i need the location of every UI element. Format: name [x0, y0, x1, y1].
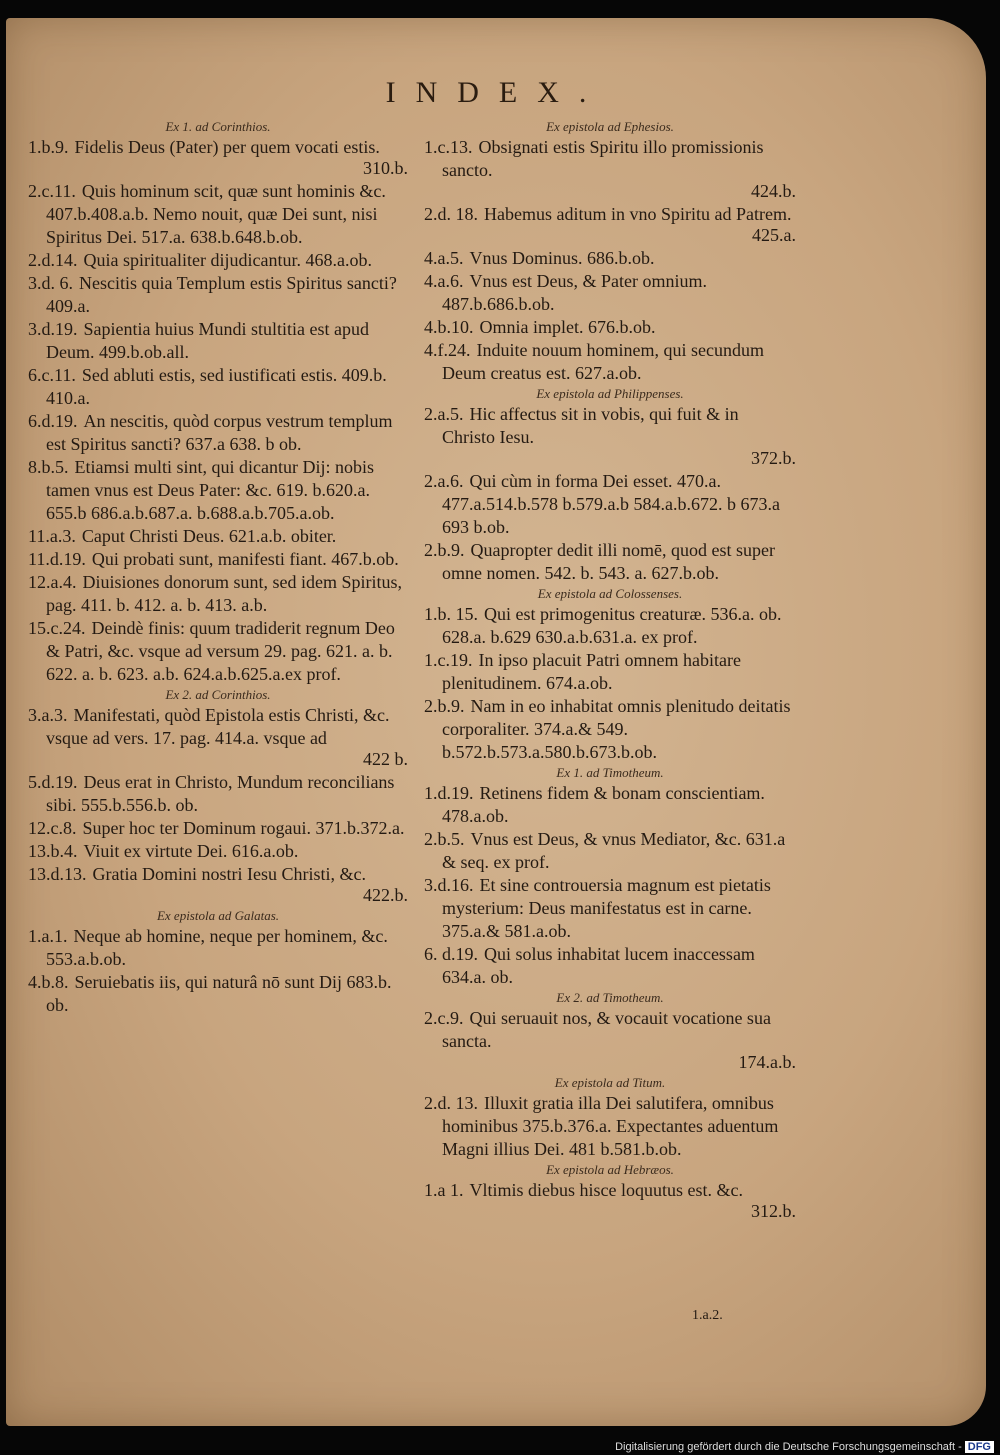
entry-reference: 3.d. 6. [28, 273, 73, 293]
section-heading: Ex epistola ad Colossenses. [537, 586, 683, 601]
index-entry [424, 943, 796, 989]
entry-reference: 4.b.10. [424, 317, 474, 337]
entry-reference: 2.c.9. [424, 1008, 464, 1028]
entry-text: Nescitis quia Templum estis Spiritus sancti? 409.a. [46, 273, 397, 316]
index-entry [424, 828, 796, 874]
index-entry [424, 1007, 796, 1074]
entry-text: Qui seruauit nos, & vocauit vocatione sua sancta. [442, 1008, 771, 1051]
section-heading: Ex 1. ad Timotheum. [556, 765, 664, 780]
entry-text: Vnus est Deus, & vnus Mediator, &c. 631.a & seq. ex prof. [442, 829, 786, 872]
section-heading: Ex epistola ad Hebræos. [546, 1162, 674, 1177]
entry-text: Seruiebatis iis, qui naturâ nō sunt Dij 683.b. ob. [46, 972, 392, 1015]
index-entry [28, 249, 408, 272]
entry-text: Qui solus inhabitat lucem inaccessam 634.a. ob. [442, 944, 755, 987]
index-entry [424, 1092, 796, 1161]
entry-text: An nescitis, quòd corpus vestrum templum est Spiritus sancti? 637.a 638. b ob. [46, 411, 393, 454]
entry-text: Vltimis diebus hisce loquutus est. &c. [469, 1180, 743, 1200]
index-entry [424, 470, 796, 539]
entry-text: Qui cùm in forma Dei esset. 470.a. 477.a.514.b.578 b.579.a.b 584.a.b.672. b 673.a 693 b.ob. [442, 471, 780, 537]
entry-reference: 2.b.9. [424, 540, 465, 560]
entry-text: Super hoc ter Dominum rogaui. 371.b.372.a. [82, 818, 405, 838]
section-heading: Ex epistola ad Titum. [554, 1075, 666, 1090]
entry-reference: 4.b.8. [28, 972, 69, 992]
entry-text: Manifestati, quòd Epistola estis Christi, &c. vsque ad vers. 17. pag. 414.a. vsque ad [46, 705, 390, 748]
entry-reference: 1.d.19. [424, 783, 474, 803]
book-page [6, 18, 986, 1426]
index-entry [424, 403, 796, 470]
entry-text: Caput Christi Deus. 621.a.b. obiter. [81, 526, 337, 546]
entry-page: 422.b. [363, 885, 408, 905]
page-title: INDEX. [385, 76, 607, 109]
dfg-logo: DFG [965, 1441, 994, 1453]
entry-text: In ipso placuit Patri omnem habitare plenitudinem. 674.a.ob. [442, 650, 741, 693]
index-column-right [424, 118, 796, 1223]
entry-page: 174.a.b. [738, 1052, 796, 1072]
entry-text: Diuisiones donorum sunt, sed idem Spiritus, pag. 411. b. 412. a. b. 413. a.b. [46, 572, 402, 615]
index-entry [424, 874, 796, 943]
entry-text: Sapientia huius Mundi stultitia est apud Deum. 499.b.ob.all. [46, 319, 369, 362]
index-entry [424, 782, 796, 828]
index-entry [28, 840, 408, 863]
entry-reference: 4.f.24. [424, 340, 471, 360]
index-entry [28, 863, 408, 907]
section-heading: Ex 2. ad Timotheum. [556, 990, 664, 1005]
index-entry [424, 1179, 796, 1223]
entry-reference: 2.a.5. [424, 404, 464, 424]
catchword: 1.a.2. [692, 1308, 723, 1323]
section-heading: Ex epistola ad Philippenses. [536, 386, 684, 401]
entry-page: 312.b. [751, 1201, 796, 1221]
entry-reference: 1.b.9. [28, 137, 69, 157]
entry-text: Quis hominum scit, quæ sunt hominis &c. 407.b.408.a.b. Nemo nouit, quæ Dei sunt, nisi Spiritus Dei. 517.a. 638.b.648.b.ob. [46, 181, 386, 247]
entry-text: Obsignati estis Spiritu illo promissionis sancto. [442, 137, 764, 180]
section-heading: Ex epistola ad Galatas. [156, 908, 280, 923]
entry-reference: 3.a.3. [28, 705, 68, 725]
entry-text: Habemus aditum in vno Spiritu ad Patrem. [484, 204, 792, 224]
entry-reference: 1.c.19. [424, 650, 473, 670]
entry-reference: 13.d.13. [28, 864, 87, 884]
entry-reference: 1.b. 15. [424, 604, 478, 624]
entry-reference: 6.d.19. [28, 411, 78, 431]
entry-reference: 8.b.5. [28, 457, 69, 477]
index-entry [424, 247, 796, 270]
credit-text: Digitalisierung gefördert durch die Deutsche Forschungsgemeinschaft - [615, 1441, 962, 1453]
entry-reference: 2.c.11. [28, 181, 76, 201]
entry-text: Gratia Domini nostri Iesu Christi, &c. [92, 864, 366, 884]
entry-reference: 2.d.14. [28, 250, 78, 270]
index-entry [424, 539, 796, 585]
index-entry [28, 571, 408, 617]
entry-reference: 1.c.13. [424, 137, 473, 157]
entry-text: Qui probati sunt, manifesti fiant. 467.b.ob. [91, 549, 399, 569]
entry-text: Induite nouum hominem, qui secundum Deum creatus est. 627.a.ob. [442, 340, 764, 383]
index-entry [28, 136, 408, 180]
index-entry [28, 925, 408, 971]
section-heading: Ex 1. ad Corinthios. [165, 119, 271, 134]
entry-reference: 2.d. 13. [424, 1093, 478, 1113]
entry-text: Retinens fidem & bonam conscientiam. 478.a.ob. [442, 783, 765, 826]
entry-reference: 2.d. 18. [424, 204, 478, 224]
entry-reference: 13.b.4. [28, 841, 78, 861]
entry-text: Deus erat in Christo, Mundum reconcilians sibi. 555.b.556.b. ob. [46, 772, 395, 815]
section-heading: Ex 2. ad Corinthios. [165, 687, 271, 702]
entry-reference: 11.a.3. [28, 526, 76, 546]
entry-reference: 12.a.4. [28, 572, 77, 592]
entry-text: Etiamsi multi sint, qui dicantur Dij: nobis tamen vnus est Deus Pater: &c. 619. b.620.a. 655.b 686.a.b.687.a. b.688.a.b.705.a.ob. [46, 457, 374, 523]
entry-page: 372.b. [751, 448, 796, 468]
index-entry [424, 270, 796, 316]
entry-reference: 4.a.5. [424, 248, 464, 268]
entry-text: Viuit ex virtute Dei. 616.a.ob. [83, 841, 299, 861]
entry-reference: 12.c.8. [28, 818, 77, 838]
index-entry [28, 971, 408, 1017]
section-heading: Ex epistola ad Ephesios. [546, 119, 674, 134]
entry-text: Fidelis Deus (Pater) per quem vocati estis. [74, 137, 380, 157]
index-entry [28, 180, 408, 249]
entry-reference: 6. d.19. [424, 944, 478, 964]
index-entry [28, 617, 408, 686]
entry-text: Deindè finis: quum tradiderit regnum Deo & Patri, &c. vsque ad versum 29. pag. 621. a. b. 622. a. b. 623. a.b. 624.a.b.625.a.ex prof. [46, 618, 395, 684]
entry-text: Illuxit gratia illa Dei salutifera, omnibus hominibus 375.b.376.a. Expectantes aduentum Magni illius Dei. 481 b.581.b.ob. [442, 1093, 779, 1159]
entry-reference: 15.c.24. [28, 618, 86, 638]
entry-text: Nam in eo inhabitat omnis plenitudo deitatis corporaliter. 374.a.& 549. b.572.b.573.a.580.b.673.b.ob. [442, 696, 791, 762]
index-entry [28, 318, 408, 364]
entry-reference: 6.c.11. [28, 365, 76, 385]
entry-reference: 1.a 1. [424, 1180, 464, 1200]
entry-text: Qui est primogenitus creaturæ. 536.a. ob. 628.a. b.629 630.a.b.631.a. ex prof. [442, 604, 782, 647]
entry-reference: 2.a.6. [424, 471, 464, 491]
index-entry [28, 704, 408, 771]
entry-reference: 11.d.19. [28, 549, 86, 569]
index-entry [424, 339, 796, 385]
index-entry [424, 649, 796, 695]
entry-text: Quia spiritualiter dijudicantur. 468.a.ob. [83, 250, 372, 270]
index-entry [424, 136, 796, 203]
index-entry [28, 525, 408, 548]
entry-text: Neque ab homine, neque per hominem, &c. 553.a.b.ob. [46, 926, 388, 969]
index-entry [424, 603, 796, 649]
index-entry [28, 272, 408, 318]
index-entry [28, 456, 408, 525]
digitization-credit [615, 1441, 994, 1453]
entry-text: Quapropter dedit illi nomē, quod est super omne nomen. 542. b. 543. a. 627.b.ob. [442, 540, 775, 583]
entry-text: Vnus Dominus. 686.b.ob. [469, 248, 655, 268]
index-entry [28, 364, 408, 410]
index-column-left [28, 118, 408, 1017]
index-entry [28, 548, 408, 571]
entry-page: 422 b. [363, 749, 408, 769]
entry-reference: 2.b.9. [424, 696, 465, 716]
entry-text: Sed abluti estis, sed iustificati estis. 409.b. 410.a. [46, 365, 387, 408]
entry-page: 425.a. [752, 225, 796, 245]
index-entry [28, 410, 408, 456]
index-entry [28, 771, 408, 817]
index-entry [424, 316, 796, 339]
index-entry [424, 203, 796, 247]
entry-text: Omnia implet. 676.b.ob. [479, 317, 656, 337]
entry-reference: 5.d.19. [28, 772, 78, 792]
index-entry [28, 817, 408, 840]
entry-reference: 2.b.5. [424, 829, 465, 849]
entry-reference: 4.a.6. [424, 271, 464, 291]
entry-page: 310.b. [363, 158, 408, 178]
entry-page: 424.b. [751, 181, 796, 201]
entry-text: Vnus est Deus, & Pater omnium. 487.b.686.b.ob. [442, 271, 707, 314]
entry-text: Et sine controuersia magnum est pietatis mysterium: Deus manifestatus est in carne. 375.a.& 581.a.ob. [442, 875, 771, 941]
entry-reference: 1.a.1. [28, 926, 68, 946]
entry-text: Hic affectus sit in vobis, qui fuit & in Christo Iesu. [442, 404, 739, 447]
entry-reference: 3.d.16. [424, 875, 474, 895]
index-entry [424, 695, 796, 764]
entry-reference: 3.d.19. [28, 319, 78, 339]
